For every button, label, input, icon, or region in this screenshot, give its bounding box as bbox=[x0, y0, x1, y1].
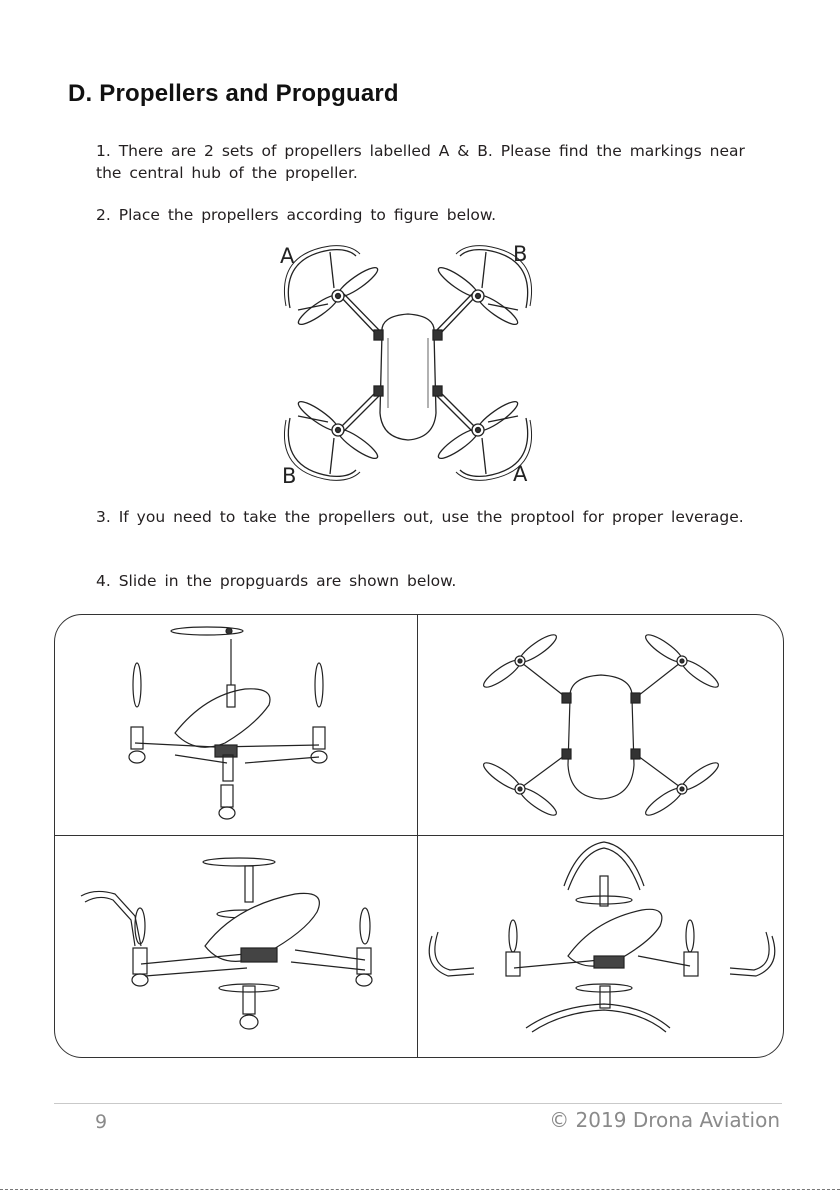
step-4-text: 4. Slide in the propguards are shown below. bbox=[96, 572, 457, 590]
attach-propguard-illustration bbox=[55, 836, 417, 1058]
drone-top-view-diagram bbox=[270, 238, 550, 490]
panel-attach-propguard bbox=[55, 836, 417, 1058]
label-bottom-left: B bbox=[282, 464, 297, 488]
panel-exploded-propellers bbox=[55, 615, 417, 835]
step-3-text: 3. If you need to take the propellers out, use the proptool for proper leverage. bbox=[96, 508, 744, 526]
exploded-drone-illustration bbox=[55, 615, 417, 835]
panel-all-propguards bbox=[418, 836, 784, 1058]
label-top-right: B bbox=[513, 242, 528, 266]
section-heading: D. Propellers and Propguard bbox=[68, 80, 399, 107]
copyright-text: © 2019 Drona Aviation bbox=[549, 1108, 780, 1132]
all-propguards-illustration bbox=[418, 836, 784, 1058]
page-edge-dashed-line bbox=[0, 1189, 840, 1190]
panel-top-view bbox=[418, 615, 784, 835]
footer-divider bbox=[54, 1103, 782, 1104]
step-1-text: 1. There are 2 sets of propellers labelled A & B. Please find the markings near the central hub of the propeller. bbox=[96, 142, 745, 182]
propeller-placement-figure bbox=[270, 238, 550, 490]
label-top-left: A bbox=[280, 244, 295, 268]
step-2-text: 2. Place the propellers according to figure below. bbox=[96, 206, 497, 224]
label-bottom-right: A bbox=[513, 462, 528, 486]
page-number: 9 bbox=[95, 1111, 108, 1133]
drone-top-view-illustration bbox=[418, 615, 784, 835]
propguard-assembly-figure bbox=[54, 614, 784, 1058]
